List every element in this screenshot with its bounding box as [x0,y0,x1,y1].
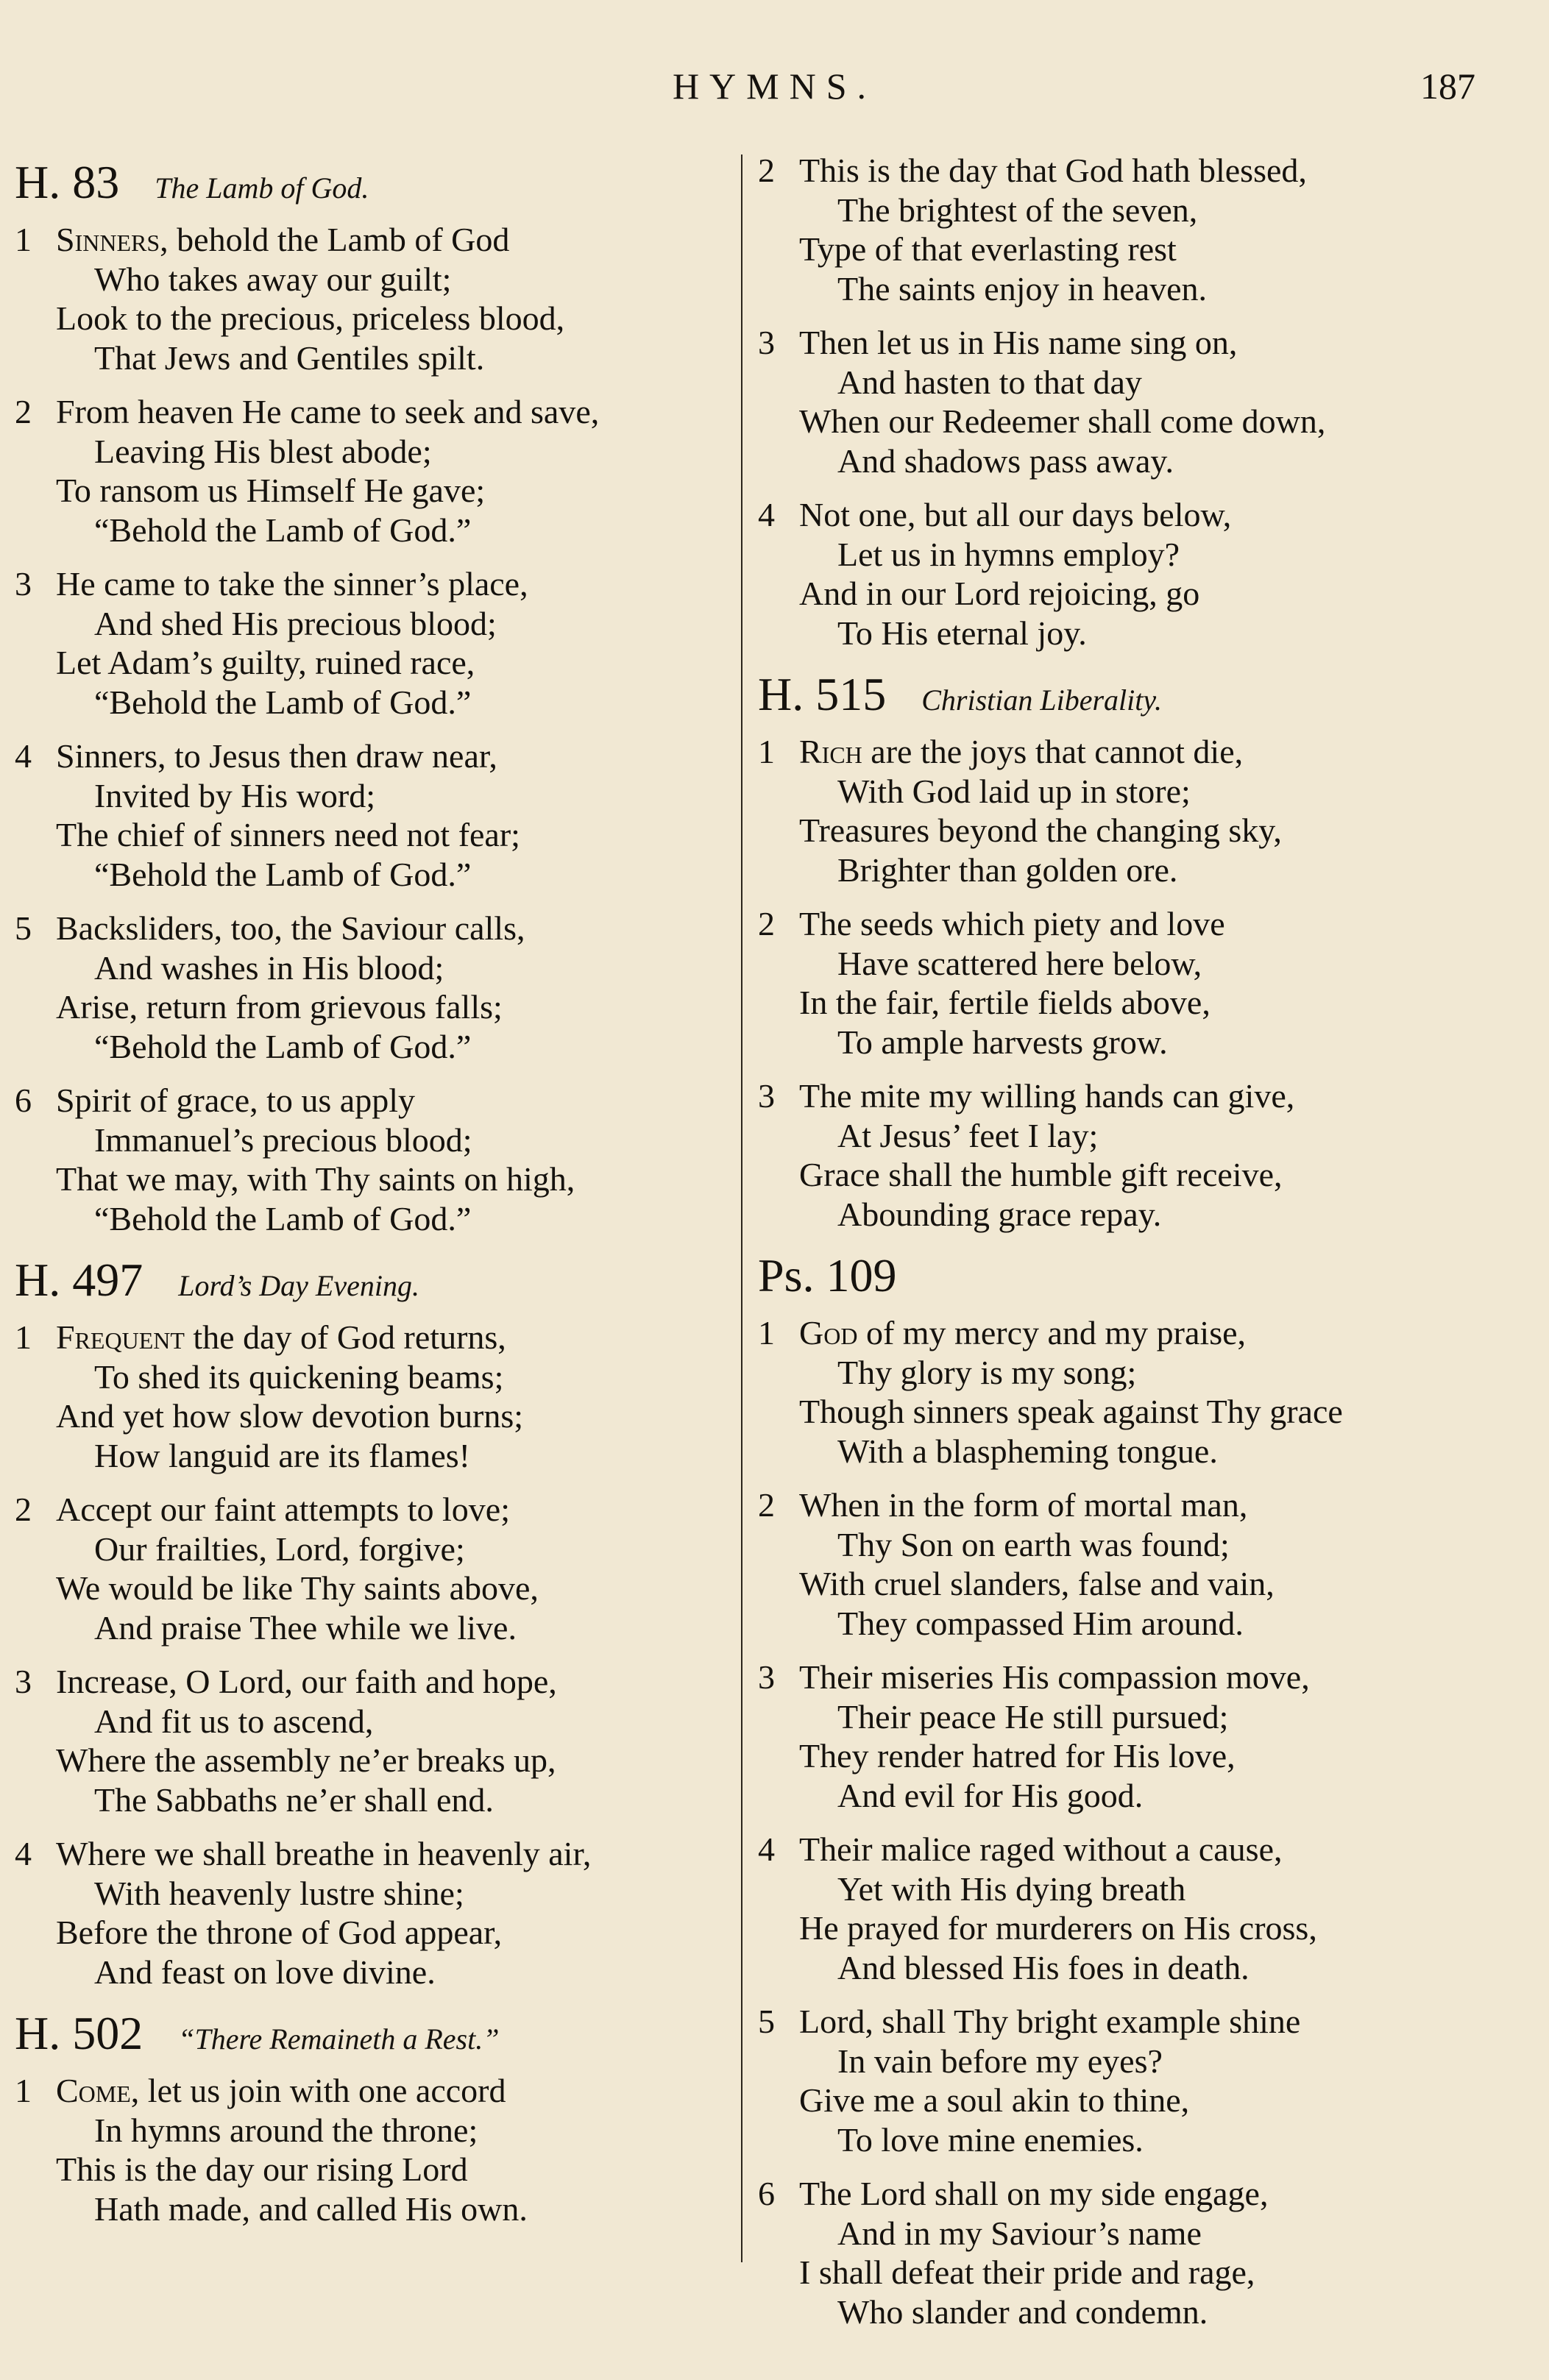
verse-line-text: “Behold the Lamb of God.” [94,1199,472,1237]
verse-line [758,402,1516,441]
verse-line [758,151,1516,191]
verse-line [758,1432,1516,1471]
verse-line [15,2111,732,2150]
hymn-heading [758,667,1516,732]
verse-line-text: How languid are its flames! [94,1436,470,1474]
verse-number: 1 [15,1318,32,1356]
verse-line [758,772,1516,811]
verse-line [15,1569,732,1608]
verse-line [758,1485,1516,1525]
verse-line [758,1195,1516,1235]
verse-first-word: Rich [799,733,862,770]
verse-line [15,643,732,683]
verse-line-text: And shadows pass away. [837,441,1174,480]
verse-line-text: let us join with one accord [139,2072,506,2109]
verse-line [15,1834,732,1874]
verse-line [758,2120,1516,2160]
verse-line [758,732,1516,772]
verse-line-text: The mite my willing hands can give, [799,1077,1295,1115]
verse-number: 1 [758,733,775,770]
verse-number: 6 [758,2175,775,2212]
verse-line [758,535,1516,575]
verse-line-text: That Jews and Gentiles spilt. [94,338,485,377]
verse-line [758,811,1516,850]
verse-line [758,1908,1516,1948]
verse-line-text: In hymns around the throne; [94,2111,478,2149]
verse-number: 4 [15,737,32,775]
verse-line [15,1357,732,1397]
verse-line [758,1736,1516,1776]
verse [758,151,1516,308]
verse-line-text: And feast on love divine. [94,1953,436,1991]
running-title: HYMNS. [672,65,877,107]
verse-number: 4 [758,496,775,533]
verse-line-text: And blessed His foes in death. [837,1948,1250,1986]
hymn-number: H. 502 [15,2007,143,2059]
verse-line [15,815,732,855]
page-number: 187 [1420,65,1475,107]
verse-line [758,1313,1516,1353]
verse-line-text: Who slander and condemn. [837,2292,1208,2331]
verse-line [15,1608,732,1648]
verse-line-text: Arise, return from grievous falls; [56,988,503,1026]
verse-line-text: Thy glory is my song; [837,1353,1137,1391]
verse-line-text: The saints enjoy in heaven. [837,269,1208,308]
verse [15,1081,732,1238]
verse-line [758,441,1516,481]
verse-line-text: Where the assembly ne’er breaks up, [56,1741,556,1779]
verse [15,564,732,722]
verse-line [15,220,732,260]
verse-line-text: Abounding grace repay. [837,1195,1162,1233]
verse-line-text: When in the form of mortal man, [799,1486,1248,1524]
verse-first-word: Frequent [56,1318,185,1356]
verse-line [15,299,732,338]
verse-line [758,323,1516,363]
hymn-number: H. 497 [15,1254,143,1306]
verse-line [15,909,732,948]
verse-line [15,471,732,511]
verse-line-text: “Behold the Lamb of God.” [94,683,472,721]
verse-line [15,1159,732,1199]
verse-line [15,511,732,550]
verse-line-text: And hasten to that day [837,363,1142,401]
verse-line-text: “Behold the Lamb of God.” [94,855,472,893]
verse [758,495,1516,653]
verse-line [15,2071,732,2111]
verse-line [15,338,732,378]
verse-line-text: Hath made, and called His own. [94,2189,528,2228]
verse-line-text: Backsliders, too, the Saviour calls, [56,909,525,947]
verse-line-text: The brightest of the seven, [837,191,1198,229]
hymn-title: Christian Liberality. [921,683,1162,717]
verse-line-text: I shall defeat their pride and rage, [799,2253,1255,2291]
verse [758,1830,1516,1987]
page-header [0,65,1549,116]
verse-line [15,392,732,432]
verse-line [758,1076,1516,1116]
verse-number: 3 [758,1658,775,1696]
verse-line [15,1913,732,1953]
verse-line-text: To ample harvests grow. [837,1023,1168,1061]
verse-line [15,2150,732,2189]
hymn-number: H. 83 [15,156,120,208]
verse-line [758,850,1516,890]
verse-line-text: Grace shall the humble gift receive, [799,1156,1283,1193]
verse-line [758,230,1516,269]
verse-line-text: In the fair, fertile fields above, [799,984,1211,1021]
verse [758,2174,1516,2331]
hymn-number: Ps. 109 [758,1249,897,1301]
verse-line [758,1869,1516,1909]
verse-line-text: Lord, shall Thy bright example shine [799,2003,1301,2040]
verse-number: 3 [15,1663,32,1700]
verse [15,909,732,1066]
verse-line [15,1081,732,1120]
hymn-title: Lord’s Day Evening. [178,1269,419,1302]
verse-line-text: Their peace He still pursued; [837,1697,1229,1736]
verse-line [758,363,1516,402]
verse-line-text: To His eternal joy. [837,614,1087,652]
verse-line-text: That we may, with Thy saints on high, [56,1160,575,1198]
verse [758,1076,1516,1234]
verse-line-text: And shed His precious blood; [94,604,497,642]
verse-line-text: And fit us to ascend, [94,1702,374,1740]
verse-number: 4 [15,1835,32,1872]
verse-line [15,1741,732,1780]
verse-line-text: Type of that everlasting rest [799,230,1177,268]
verse-line-text: They compassed Him around. [837,1604,1244,1642]
verse-line-text: of my mercy and my praise, [857,1314,1247,1351]
verse-number: 1 [15,221,32,258]
verse-line [15,1120,732,1160]
verse-line [758,944,1516,984]
verse [15,736,732,894]
hymn-title: “There Remaineth a Rest.” [178,2022,500,2056]
verse-number: 2 [758,1486,775,1524]
verse-line [758,1155,1516,1195]
verse [758,732,1516,889]
verse-line-text: And yet how slow devotion burns; [56,1397,524,1435]
verse-line [758,269,1516,309]
verse-line [758,2042,1516,2081]
verse-line [758,1116,1516,1156]
verse [15,392,732,550]
verse-line [758,1564,1516,1604]
left-column [15,151,732,2243]
verse-line [15,1396,732,1436]
verse-line [15,604,732,644]
verse-line [15,564,732,604]
verse-line-text: This is the day our rising Lord [56,2150,468,2188]
verse-line-text: Who takes away our guilt; [94,260,452,298]
hymn-title: The Lamb of God. [155,171,369,205]
verse [15,1834,732,1992]
verse-line-text: Spirit of grace, to us apply [56,1081,416,1119]
verse-line [758,1697,1516,1737]
verse-line [15,776,732,816]
hymn-heading [758,1248,1516,1313]
verse-line [15,948,732,988]
verse-line-text: They render hatred for His love, [799,1737,1236,1775]
verse-line-text: Sinners, to Jesus then draw near, [56,737,497,775]
verse [758,1658,1516,1815]
right-column [758,151,1516,2346]
verse-line-text: And in our Lord rejoicing, go [799,575,1200,612]
verse [758,1485,1516,1643]
verse-line-text: Let us in hymns employ? [837,535,1180,573]
verse-number: 1 [15,2072,32,2109]
verse-first-word: God [799,1314,858,1351]
verse-line [15,1874,732,1914]
verse-line-text: With cruel slanders, false and vain, [799,1565,1275,1602]
verse-line-text: From heaven He came to seek and save, [56,393,600,430]
verse-number: 3 [758,1077,775,1115]
verse-line [15,855,732,895]
verse-line [758,2174,1516,2214]
verse-line-text: Immanuel’s precious blood; [94,1120,472,1159]
verse-line [758,2081,1516,2120]
verse-line-text: The Lord shall on my side engage, [799,2175,1269,2212]
verse-line-text: Let Adam’s guilty, ruined race, [56,644,475,681]
verse-line [758,1658,1516,1697]
verse-number: 6 [15,1081,32,1119]
verse-line-text: With a blaspheming tongue. [837,1432,1218,1470]
verse-line [758,1776,1516,1816]
verse-line [15,432,732,472]
verse-line-text: To shed its quickening beams; [94,1357,504,1396]
verse-line-text: And in my Saviour’s name [837,2214,1202,2252]
verse-line [758,2214,1516,2253]
verse-line [15,1436,732,1476]
verse-line-text: Have scattered here below, [837,944,1202,982]
verse-line-text: “Behold the Lamb of God.” [94,1027,472,1065]
verse-line [758,614,1516,653]
verse-line [15,260,732,299]
verse [15,1318,732,1475]
verse [758,904,1516,1062]
verse-line-text: Treasures beyond the changing sky, [799,811,1282,849]
hymn-heading [15,1253,732,1318]
column-divider [741,154,742,2262]
verse [758,323,1516,480]
verse-line [15,1780,732,1820]
verse-line-text: Their malice raged without a cause, [799,1830,1283,1868]
verse-line-text: “Behold the Lamb of God.” [94,511,472,549]
verse-line [758,1353,1516,1393]
verse-line-text: And evil for His good. [837,1776,1144,1814]
verse-line [15,1702,732,1741]
verse-line [758,1023,1516,1062]
verse-line [758,2253,1516,2292]
verse-line-text: Increase, O Lord, our faith and hope, [56,1663,557,1700]
verse-line-text: The seeds which piety and love [799,905,1225,942]
verse-line-text: At Jesus’ feet I lay; [837,1116,1099,1154]
verse-line [15,736,732,776]
verse [15,1662,732,1819]
verse-line-text: The chief of sinners need not fear; [56,816,520,853]
verse-line-text: Before the throne of God appear, [56,1914,503,1951]
verse-line-text: Invited by His word; [94,776,376,814]
verse-line-text: Leaving His blest abode; [94,432,432,470]
verse-line [758,1830,1516,1869]
verse-line-text: To ransom us Himself He gave; [56,472,486,509]
verse-line [15,1662,732,1702]
verse-line [15,2189,732,2229]
verse-number: 4 [758,1830,775,1868]
verse-line [15,1953,732,1992]
verse-line [15,1490,732,1530]
verse-line-text: The Sabbaths ne’er shall end. [94,1780,494,1819]
verse-number: 5 [15,909,32,947]
verse-line [758,1948,1516,1988]
verse-line-text: Not one, but all our days below, [799,496,1232,533]
verse-line [758,983,1516,1023]
verse-line [15,987,732,1027]
verse-line-text: Give me a soul akin to thine, [799,2081,1190,2119]
verse-number: 1 [758,1314,775,1351]
verse-line [758,904,1516,944]
verse-first-word: Come, [56,2072,140,2109]
verse-line-text: To love mine enemies. [837,2120,1144,2159]
verse [15,220,732,377]
verse-line-text: Then let us in His name sing on, [799,324,1238,361]
verse-line-text: And praise Thee while we live. [94,1608,517,1647]
verse-line-text: Where we shall breathe in heavenly air, [56,1835,592,1872]
verse-line-text: With God laid up in store; [837,772,1191,810]
verse-number: 3 [15,565,32,603]
verse-line-text: the day of God returns, [184,1318,506,1356]
verse-line-text: He prayed for murderers on His cross, [799,1909,1317,1947]
verse-line-text: When our Redeemer shall come down, [799,402,1326,440]
verse-number: 2 [758,152,775,189]
verse-number: 2 [758,905,775,942]
verse-line-text: We would be like Thy saints above, [56,1569,539,1607]
verse-number: 3 [758,324,775,361]
verse-line [758,1604,1516,1644]
verse-line-text: With heavenly lustre shine; [94,1874,464,1912]
verse-line-text: Thy Son on earth was found; [837,1525,1230,1563]
verse-line [15,1199,732,1239]
hymn-number: H. 515 [758,668,887,720]
verse-number: 5 [758,2003,775,2040]
verse [15,1490,732,1647]
verse-line-text: In vain before my eyes? [837,2042,1163,2080]
verse-line-text: And washes in His blood; [94,948,444,987]
verse-line [758,1525,1516,1565]
verse-line-text: Accept our faint attempts to love; [56,1491,510,1528]
verse-line [758,574,1516,614]
verse-line-text: Their miseries His compassion move, [799,1658,1310,1696]
verse-line-text: Though sinners speak against Thy grace [799,1393,1343,1430]
verse-line [15,1318,732,1357]
verse-line-text: Brighter than golden ore. [837,850,1178,889]
verse-line [758,1392,1516,1432]
verse-line [758,495,1516,535]
hymn-heading [15,155,732,220]
verse [758,2002,1516,2159]
verse [15,2071,732,2228]
verse-line-text: Our frailties, Lord, forgive; [94,1530,465,1568]
verse-line-text: He came to take the sinner’s place, [56,565,528,603]
verse-line [15,683,732,722]
verse-line-text: Look to the precious, priceless blood, [56,299,565,337]
verse-line-text: are the joys that cannot die, [862,733,1244,770]
verse-line-text: Yet with His dying breath [837,1869,1186,1908]
verse-line [15,1530,732,1569]
verse-number: 2 [15,1491,32,1528]
verse-line [758,2292,1516,2332]
verse-line [758,191,1516,230]
verse-number: 2 [15,393,32,430]
hymn-heading [15,2006,732,2071]
verse-line [15,1027,732,1067]
verse-line-text: This is the day that God hath blessed, [799,152,1307,189]
verse-line [758,2002,1516,2042]
verse-line-text: behold the Lamb of God [168,221,510,258]
verse [758,1313,1516,1471]
verse-first-word: Sinners, [56,221,169,258]
